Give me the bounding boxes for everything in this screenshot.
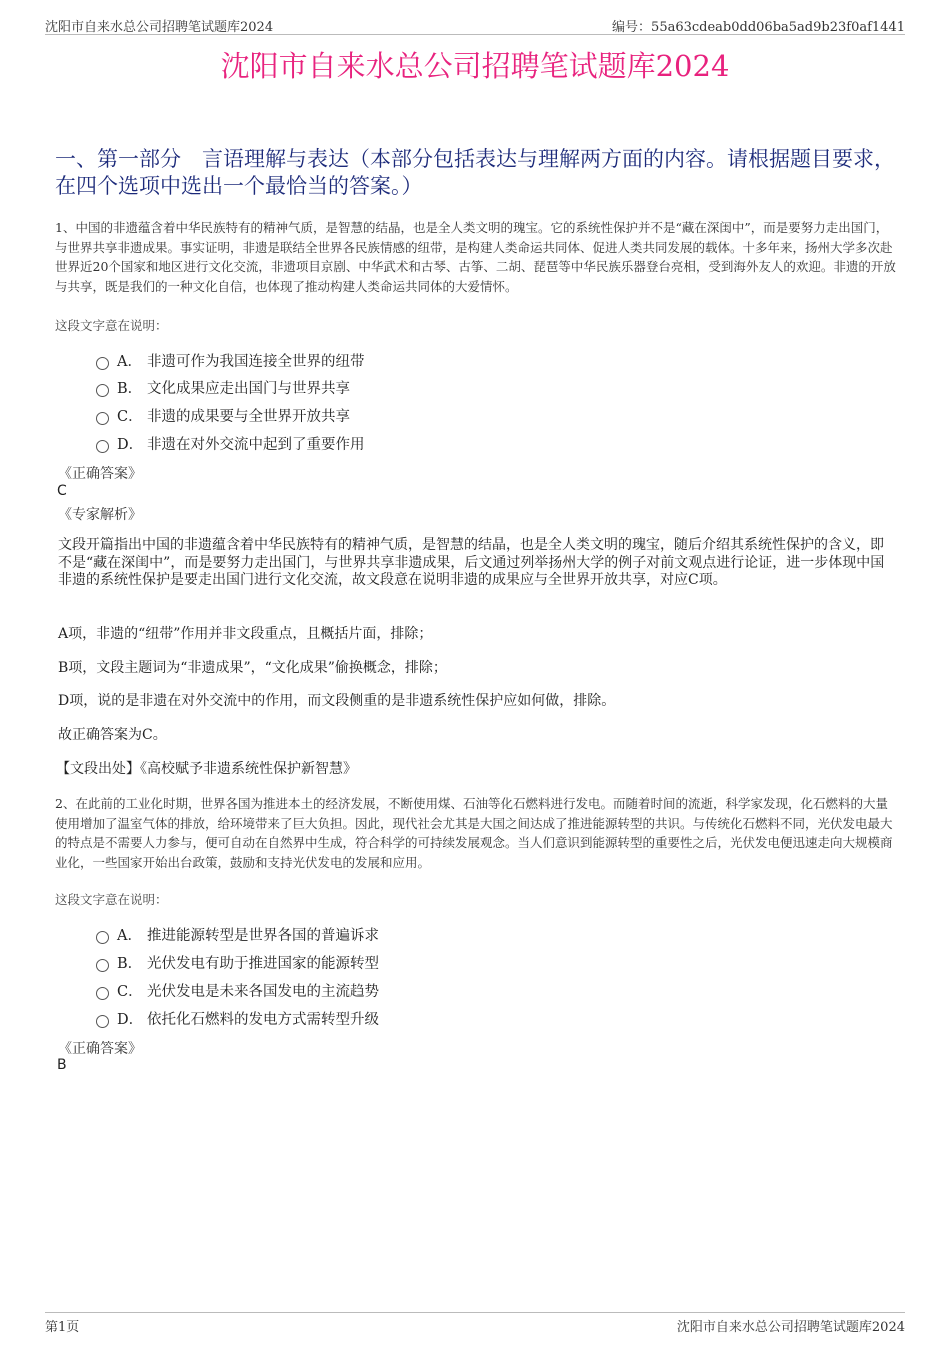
footer-title: 沈阳市自来水总公司招聘笔试题库2024 [676, 1320, 905, 1335]
section-title: 一、第一部分 言语理解与表达（本部分包括表达与理解两方面的内容。请根据题目要求，在四个选项中选出一个最恰当的答案。） [55, 147, 895, 198]
option-letter: C． [117, 409, 143, 425]
question-1-answer: C [57, 483, 67, 499]
header-doc-number: 编号：55a63cdeab0dd06ba5ad9b23f0af1441 [612, 20, 905, 35]
question-2-answer: B [57, 1057, 67, 1073]
radio-icon[interactable] [96, 931, 109, 944]
option-letter: B． [117, 956, 143, 972]
option-text: 光伏发电是未来各国发电的主流趋势 [147, 984, 379, 1000]
option-letter: C． [117, 984, 143, 1000]
page-title: 沈阳市自来水总公司招聘笔试题库2024 [220, 49, 730, 83]
radio-icon[interactable] [96, 1015, 109, 1028]
question-1-option-b[interactable] [96, 377, 350, 397]
question-1-option-c[interactable] [96, 405, 350, 425]
question-1-option-d[interactable] [96, 433, 365, 453]
radio-icon[interactable] [96, 357, 109, 370]
question-1-source: 【文段出处】《高校赋予非遗系统性保护新智慧》 [56, 761, 357, 777]
option-letter: A． [117, 354, 142, 370]
question-1-answer-label: 《正确答案》 [58, 466, 142, 482]
option-letter: A． [117, 928, 142, 944]
radio-icon[interactable] [96, 384, 109, 397]
question-2-option-d[interactable] [96, 1008, 379, 1028]
question-1-option-a[interactable] [96, 350, 365, 370]
question-1-analysis-label: 《专家解析》 [58, 507, 142, 523]
header-title: 沈阳市自来水总公司招聘笔试题库2024 [45, 20, 274, 35]
page-header [45, 14, 905, 35]
question-1-text: 1、中国的非遗蕴含着中华民族特有的精神气质，是智慧的结晶，也是全人类文明的瑰宝。它的系统性保护并不是“藏在深闺中”，而是要努力走出国门，与世界共享非遗成果。事实证明，非遗是联结全世界各民族情感的纽带，是构建人类命运共同体、促进人类共同发展的载体。十多年来，扬州大学多次赴世界近20个国家和地区进行文化交流，非遗项目京剧、中华武术和古琴、古筝、二胡、琵琶等中华民族乐器登台亮相，受到海外友人的欢迎。非遗的开放与共享，既是我们的一种文化自信，也体现了推动构建人类命运共同体的大爱情怀。 [55, 220, 896, 294]
option-text: 非遗可作为我国连接全世界的纽带 [147, 354, 365, 370]
option-text: 文化成果应走出国门与世界共享 [147, 381, 350, 397]
question-2-option-b[interactable] [96, 952, 379, 972]
question-2-answer-label: 《正确答案》 [58, 1041, 142, 1057]
question-2-option-c[interactable] [96, 980, 379, 1000]
option-text: 依托化石燃料的发电方式需转型升级 [147, 1012, 379, 1028]
question-1-explain-b: B项，文段主题词为“非遗成果”，“文化成果”偷换概念，排除； [58, 660, 447, 676]
option-text: 非遗的成果要与全世界开放共享 [147, 409, 350, 425]
question-1-prompt: 这段文字意在说明： [55, 318, 168, 333]
question-1-conclusion: 故正确答案为C。 [58, 727, 167, 743]
question-2-text: 2、在此前的工业化时期，世界各国为推进本土的经济发展，不断使用煤、石油等化石燃料进行发电。而随着时间的流逝，科学家发现，化石燃料的大量使用增加了温室气体的排放，给环境带来了巨大负担。因此，现代社会尤其是大国之间达成了推进能源转型的共识。与传统化石燃料不同，光伏发电最大的特点是不需要人力参与，便可自动在自然界中生成，符合科学的可持续发展观念。当人们意识到能源转型的重要性之后，光伏发电便迅速走向大规模商业化，一些国家开始出台政策，鼓励和支持光伏发电的发展和应用。 [55, 796, 893, 870]
question-1-analysis: 文段开篇指出中国的非遗蕴含着中华民族特有的精神气质，是智慧的结晶，也是全人类文明的瑰宝，随后介绍其系统性保护的含义，即不是“藏在深闺中”，而是要努力走出国门，与世界共享非遗成果，后文通过列举扬州大学的例子对前文观点进行论证，进一步体现中国非遗的系统性保护是要走出国门进行文化交流，故文段意在说明非遗的成果应与全世界开放共享，对应C项。 [58, 537, 885, 588]
option-letter: B． [117, 381, 143, 397]
question-2-option-a[interactable] [96, 924, 379, 944]
option-text: 非遗在对外交流中起到了重要作用 [147, 437, 365, 453]
radio-icon[interactable] [96, 412, 109, 425]
page-number: 第1页 [45, 1320, 80, 1335]
radio-icon[interactable] [96, 987, 109, 1000]
option-text: 光伏发电有助于推进国家的能源转型 [147, 956, 379, 972]
option-text: 推进能源转型是世界各国的普遍诉求 [147, 928, 379, 944]
page-footer [45, 1312, 905, 1335]
radio-icon[interactable] [96, 959, 109, 972]
question-2-prompt: 这段文字意在说明： [55, 892, 168, 907]
question-1-explain-a: A项，非遗的“纽带”作用并非文段重点，且概括片面，排除； [58, 626, 433, 642]
option-letter: D． [117, 1012, 144, 1028]
option-letter: D． [117, 437, 144, 453]
question-1-explain-d: D项，说的是非遗在对外交流中的作用，而文段侧重的是非遗系统性保护应如何做，排除。 [58, 693, 616, 709]
radio-icon[interactable] [96, 440, 109, 453]
